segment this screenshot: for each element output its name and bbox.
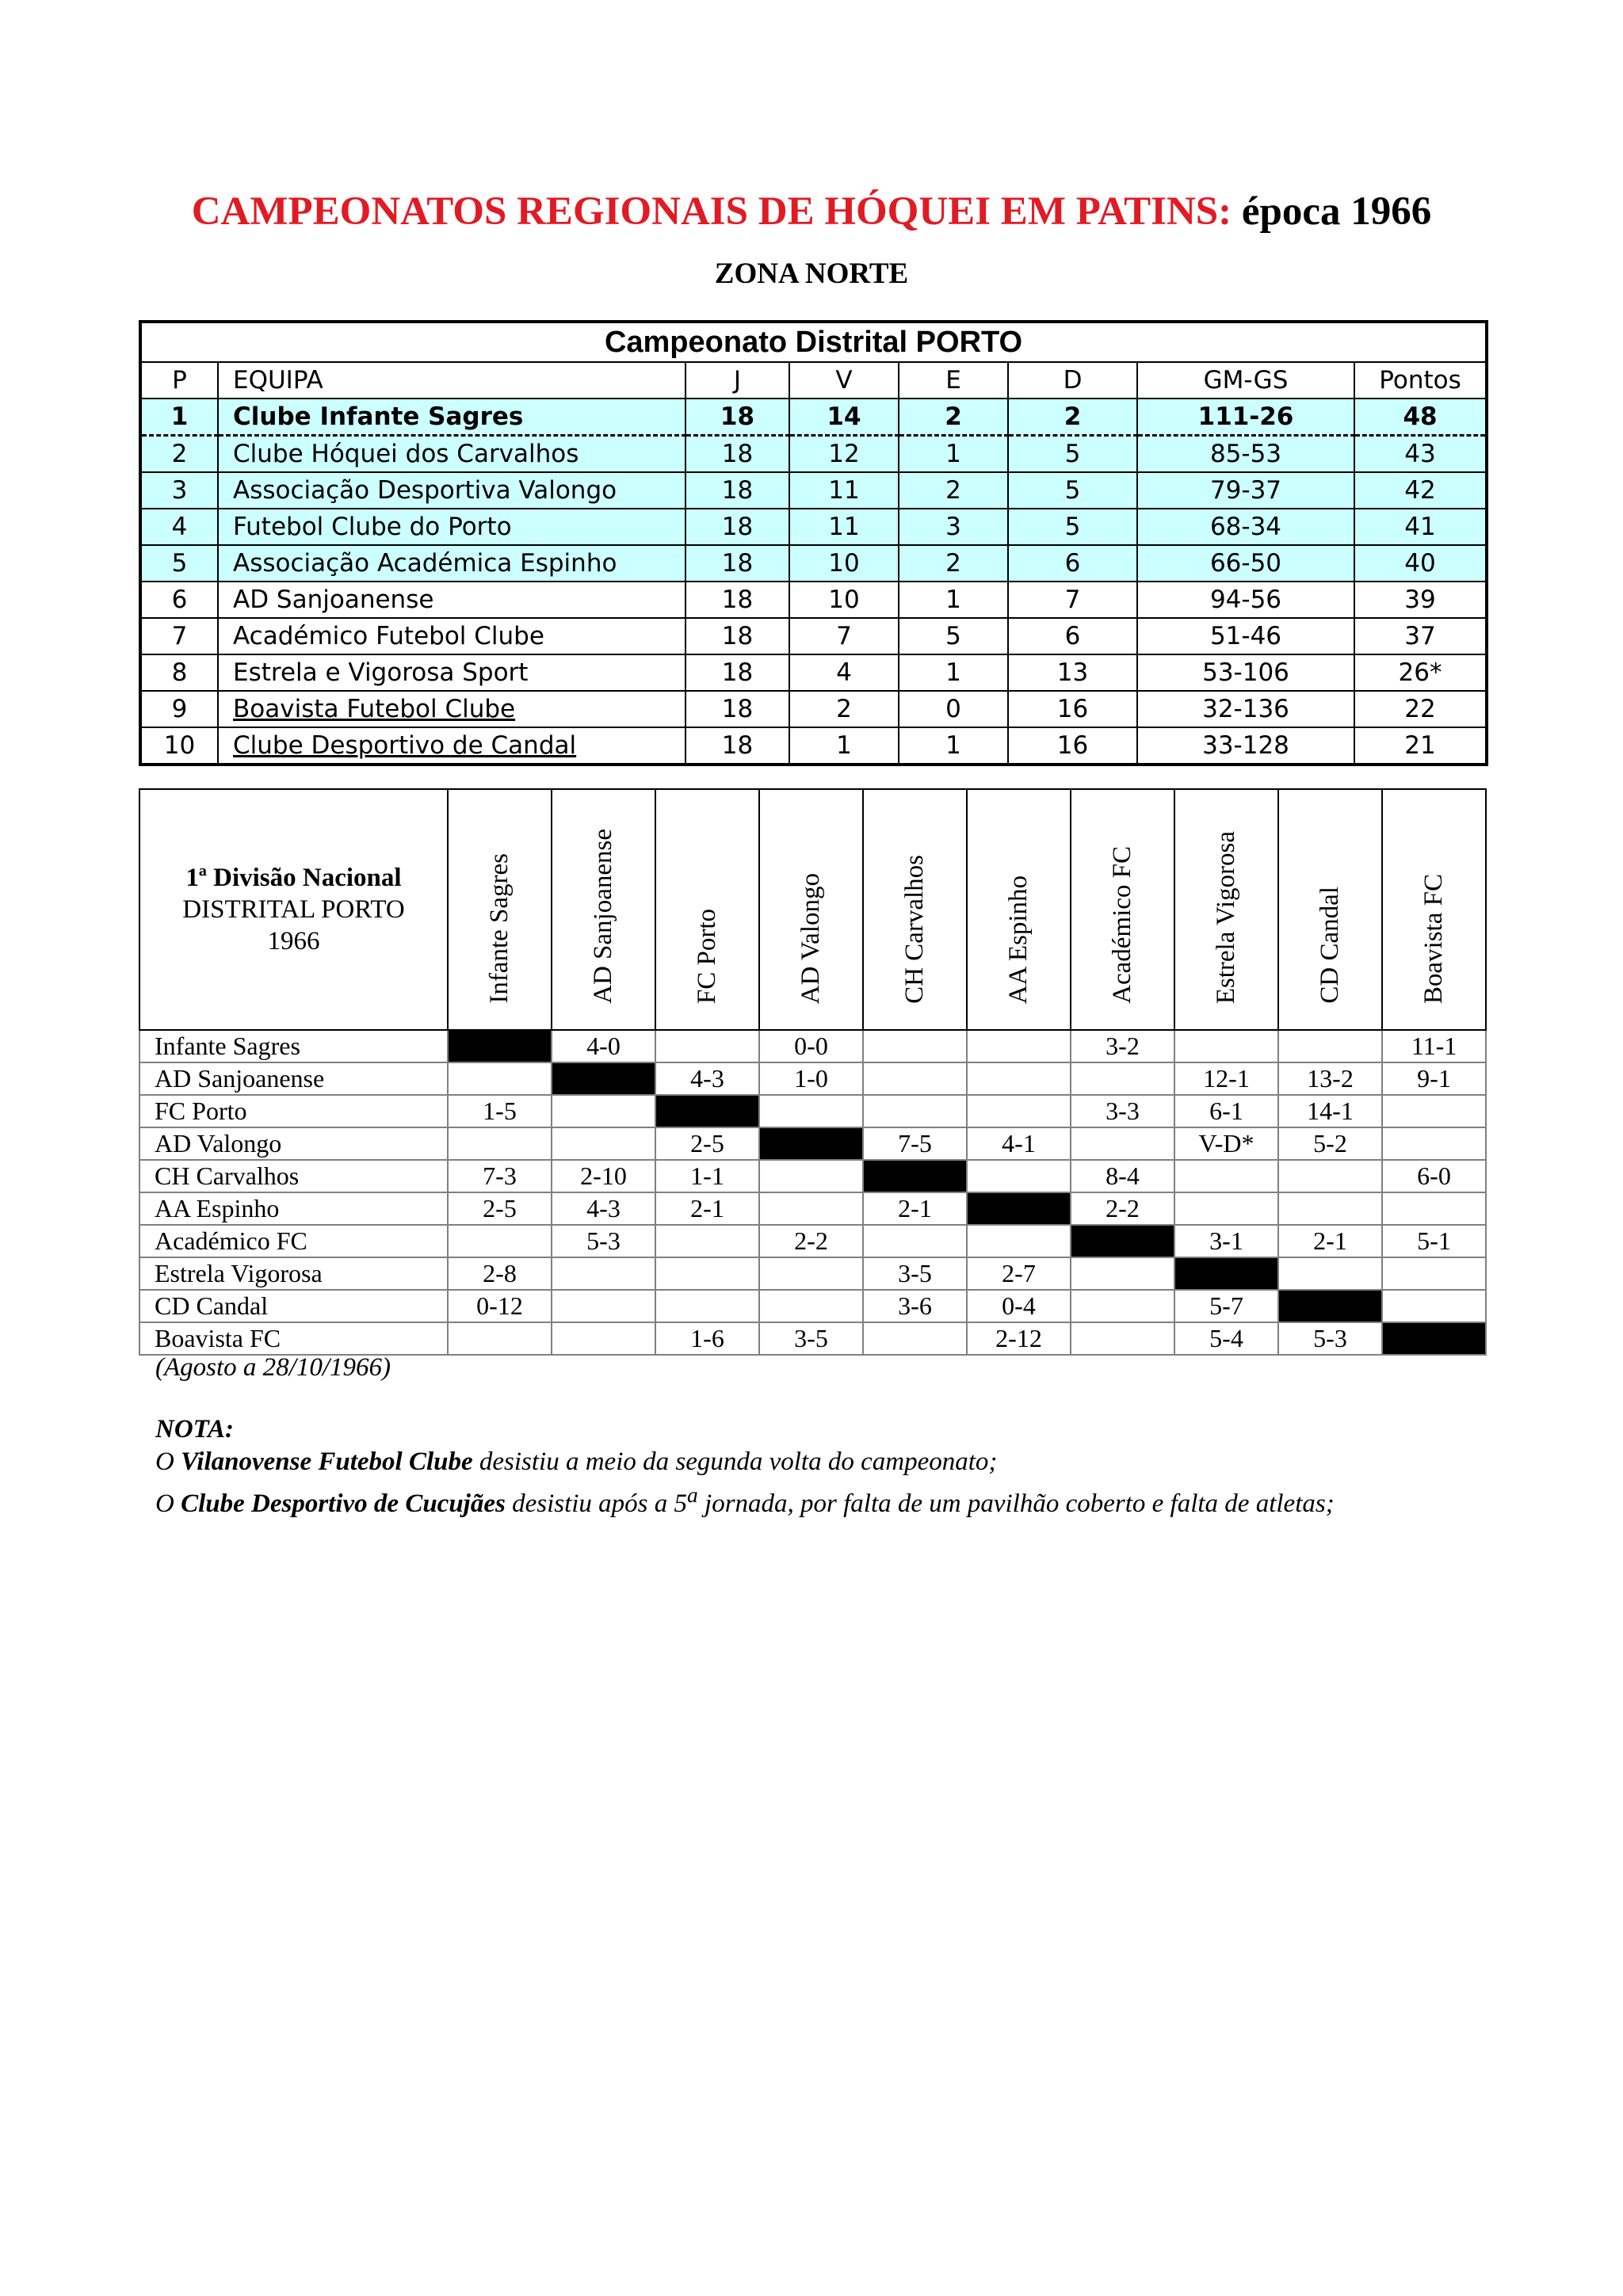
cell: 51-46 xyxy=(1137,618,1354,654)
corner-line1: 1ª Divisão Nacional xyxy=(185,864,402,892)
matrix-row xyxy=(139,1127,1486,1160)
results-matrix xyxy=(139,788,1487,1356)
cell: 94-56 xyxy=(1137,582,1354,618)
cell: Associação Académica Espinho xyxy=(218,545,685,582)
matrix-score-cell xyxy=(1174,1160,1278,1192)
cell: 2 xyxy=(1008,399,1137,436)
matrix-score-cell: 3-5 xyxy=(863,1257,967,1290)
matrix-col-label: AD Valongo xyxy=(796,872,825,1004)
standings-table xyxy=(139,320,1488,766)
cell: 5 xyxy=(1008,472,1137,509)
cell: 79-37 xyxy=(1137,472,1354,509)
matrix-score-cell: 11-1 xyxy=(1382,1030,1486,1062)
cell: 1 xyxy=(899,436,1008,473)
matrix-score-cell: 3-3 xyxy=(1071,1095,1174,1127)
cell: 14 xyxy=(789,399,899,436)
table-row xyxy=(140,618,1487,654)
cell: 7 xyxy=(140,618,218,654)
matrix-col-header xyxy=(552,789,655,1030)
nota-club: Clube Desportivo de Cucujães xyxy=(181,1489,506,1518)
col-header: E xyxy=(899,362,1008,399)
cell: 5 xyxy=(899,618,1008,654)
cell: Estrela e Vigorosa Sport xyxy=(218,654,685,691)
col-header: P xyxy=(140,362,218,399)
cell: 41 xyxy=(1354,509,1487,545)
matrix-row xyxy=(139,1030,1486,1062)
matrix-score-cell: 14-1 xyxy=(1278,1095,1382,1127)
cell: 18 xyxy=(685,472,789,509)
matrix-row-team: AD Valongo xyxy=(139,1127,448,1160)
cell: 1 xyxy=(789,727,899,765)
page-subtitle: ZONA NORTE xyxy=(714,257,909,290)
matrix-score-cell xyxy=(759,1192,863,1225)
matrix-score-cell: 3-6 xyxy=(863,1290,967,1322)
matrix-score-cell xyxy=(967,1095,1071,1127)
matrix-score-cell xyxy=(1382,1095,1486,1127)
matrix-score-cell: 5-1 xyxy=(1382,1225,1486,1257)
matrix-col-header xyxy=(967,789,1071,1030)
cell: 42 xyxy=(1354,472,1487,509)
matrix-row xyxy=(139,1257,1486,1290)
matrix-score-cell xyxy=(655,1290,759,1322)
cell: 18 xyxy=(685,509,789,545)
title-black: época 1966 xyxy=(1232,189,1432,234)
matrix-score-cell: 1-0 xyxy=(759,1062,863,1095)
matrix-score-cell: 2-1 xyxy=(863,1192,967,1225)
matrix-score-cell: 8-4 xyxy=(1071,1160,1174,1192)
nota-text: desistiu a meio da segunda volta do campeonato; xyxy=(472,1447,998,1476)
matrix-score-cell xyxy=(863,1322,967,1355)
matrix-score-cell xyxy=(1071,1322,1174,1355)
matrix-score-cell xyxy=(1071,1290,1174,1322)
cell: 6 xyxy=(1008,618,1137,654)
cell xyxy=(218,691,685,727)
matrix-score-cell xyxy=(552,1257,655,1290)
matrix-col-header xyxy=(1071,789,1174,1030)
matrix-score-cell: 6-0 xyxy=(1382,1160,1486,1192)
matrix-score-cell: 2-2 xyxy=(759,1225,863,1257)
cell: 4 xyxy=(789,654,899,691)
matrix-row-team: CH Carvalhos xyxy=(139,1160,448,1192)
matrix-col-header xyxy=(863,789,967,1030)
cell: 5 xyxy=(1008,509,1137,545)
matrix-col-label: Académico FC xyxy=(1108,846,1136,1004)
matrix-row-team: Académico FC xyxy=(139,1225,448,1257)
cell: 18 xyxy=(685,582,789,618)
matrix-score-cell: 5-2 xyxy=(1278,1127,1382,1160)
matrix-score-cell: 1-1 xyxy=(655,1160,759,1192)
cell: 7 xyxy=(789,618,899,654)
matrix-score-cell: 2-7 xyxy=(967,1257,1071,1290)
col-header: J xyxy=(685,362,789,399)
table-row xyxy=(140,691,1487,727)
cell: Futebol Clube do Porto xyxy=(218,509,685,545)
table-row xyxy=(140,472,1487,509)
cell: 9 xyxy=(140,691,218,727)
table-row xyxy=(140,436,1487,473)
cell: 66-50 xyxy=(1137,545,1354,582)
matrix-row-team: FC Porto xyxy=(139,1095,448,1127)
matrix-row-team: Boavista FC xyxy=(139,1322,448,1355)
table-row xyxy=(140,727,1487,765)
cell: 37 xyxy=(1354,618,1487,654)
cell: 53-106 xyxy=(1137,654,1354,691)
matrix-score-cell: 7-5 xyxy=(863,1127,967,1160)
matrix-col-label: FC Porto xyxy=(693,908,721,1004)
cell: 10 xyxy=(140,727,218,765)
matrix-score-cell: 9-1 xyxy=(1382,1062,1486,1095)
nota-block xyxy=(155,1413,1335,1520)
matrix-score-cell: 3-5 xyxy=(759,1322,863,1355)
cell: Clube Hóquei dos Carvalhos xyxy=(218,436,685,473)
cell: 18 xyxy=(685,399,789,436)
matrix-score-cell xyxy=(1071,1062,1174,1095)
table-row xyxy=(140,545,1487,582)
cell: 18 xyxy=(685,618,789,654)
cell: 85-53 xyxy=(1137,436,1354,473)
matrix-row xyxy=(139,1290,1486,1322)
matrix-score-cell xyxy=(1278,1030,1382,1062)
nota-club: Vilanovense Futebol Clube xyxy=(181,1447,473,1476)
cell: 10 xyxy=(789,545,899,582)
matrix-score-cell xyxy=(1382,1192,1486,1225)
cell: 7 xyxy=(1008,582,1137,618)
nota-heading-text: NOTA: xyxy=(155,1415,234,1444)
period-note: (Agosto a 28/10/1966) xyxy=(155,1353,391,1382)
table-row xyxy=(140,509,1487,545)
cell: 48 xyxy=(1354,399,1487,436)
cell: 11 xyxy=(789,509,899,545)
matrix-score-cell xyxy=(1382,1127,1486,1160)
matrix-score-cell xyxy=(759,1290,863,1322)
cell: 0 xyxy=(899,691,1008,727)
matrix-score-cell xyxy=(1278,1192,1382,1225)
cell: 22 xyxy=(1354,691,1487,727)
matrix-score-cell xyxy=(863,1225,967,1257)
matrix-score-cell: 3-2 xyxy=(1071,1030,1174,1062)
matrix-score-cell: 1-5 xyxy=(448,1095,552,1127)
matrix-score-cell: V-D* xyxy=(1174,1127,1278,1160)
nota-text: O xyxy=(155,1489,181,1518)
matrix-score-cell xyxy=(1174,1192,1278,1225)
matrix-row xyxy=(139,1225,1486,1257)
cell: 18 xyxy=(685,436,789,473)
matrix-score-cell: 13-2 xyxy=(1278,1062,1382,1095)
cell: 16 xyxy=(1008,691,1137,727)
cell: 2 xyxy=(899,545,1008,582)
cell: 32-136 xyxy=(1137,691,1354,727)
corner-line3: 1966 xyxy=(267,927,320,955)
matrix-score-cell xyxy=(863,1095,967,1127)
matrix-score-cell xyxy=(967,1030,1071,1062)
matrix-score-cell xyxy=(552,1095,655,1127)
matrix-score-cell: 3-1 xyxy=(1174,1225,1278,1257)
matrix-row xyxy=(139,1095,1486,1127)
nota-heading xyxy=(155,1413,1335,1446)
page-title xyxy=(0,189,1623,235)
cell: 8 xyxy=(140,654,218,691)
cell: 39 xyxy=(1354,582,1487,618)
matrix-score-cell xyxy=(863,1030,967,1062)
cell: 16 xyxy=(1008,727,1137,765)
nota-text: desistiu após a 5 xyxy=(505,1489,688,1518)
cell: 43 xyxy=(1354,436,1487,473)
cell: 10 xyxy=(789,582,899,618)
matrix-score-cell xyxy=(1071,1127,1174,1160)
matrix-col-label: CD Candal xyxy=(1316,887,1344,1004)
matrix-score-cell: 4-3 xyxy=(552,1192,655,1225)
matrix-score-cell: 1-6 xyxy=(655,1322,759,1355)
matrix-score-cell xyxy=(1278,1160,1382,1192)
matrix-score-cell xyxy=(1278,1257,1382,1290)
matrix-score-cell: 5-4 xyxy=(1174,1322,1278,1355)
matrix-score-cell: 0-0 xyxy=(759,1030,863,1062)
matrix-score-cell: 2-10 xyxy=(552,1160,655,1192)
cell: 2 xyxy=(899,472,1008,509)
cell: 68-34 xyxy=(1137,509,1354,545)
matrix-col-header xyxy=(1382,789,1486,1030)
nota-text: jornada, por falta de um pavilhão coberto e falta de atletas; xyxy=(697,1489,1335,1518)
matrix-col-header xyxy=(655,789,759,1030)
table-row xyxy=(140,399,1487,436)
cell: 18 xyxy=(685,691,789,727)
col-header: D xyxy=(1008,362,1137,399)
matrix-diagonal-cell xyxy=(863,1160,967,1192)
team-link[interactable]: Clube Desportivo de Candal xyxy=(233,731,577,760)
cell: 11 xyxy=(789,472,899,509)
matrix-score-cell: 0-4 xyxy=(967,1290,1071,1322)
matrix-score-cell: 6-1 xyxy=(1174,1095,1278,1127)
cell: 18 xyxy=(685,545,789,582)
matrix-score-cell xyxy=(1174,1030,1278,1062)
matrix-diagonal-cell xyxy=(448,1030,552,1062)
matrix-score-cell xyxy=(448,1062,552,1095)
cell: 26* xyxy=(1354,654,1487,691)
matrix-score-cell: 4-0 xyxy=(552,1030,655,1062)
matrix-score-cell: 12-1 xyxy=(1174,1062,1278,1095)
standings-caption: Campeonato Distrital PORTO xyxy=(140,322,1487,362)
matrix-diagonal-cell xyxy=(1278,1290,1382,1322)
cell: 18 xyxy=(685,654,789,691)
cell: 1 xyxy=(899,727,1008,765)
matrix-score-cell xyxy=(552,1322,655,1355)
matrix-diagonal-cell xyxy=(655,1095,759,1127)
matrix-score-cell xyxy=(1382,1290,1486,1322)
matrix-score-cell: 2-5 xyxy=(448,1192,552,1225)
matrix-col-header xyxy=(759,789,863,1030)
matrix-score-cell xyxy=(655,1257,759,1290)
cell: 1 xyxy=(899,654,1008,691)
matrix-row-team: Estrela Vigorosa xyxy=(139,1257,448,1290)
matrix-score-cell xyxy=(448,1127,552,1160)
col-header: V xyxy=(789,362,899,399)
matrix-score-cell: 2-1 xyxy=(1278,1225,1382,1257)
matrix-score-cell xyxy=(655,1225,759,1257)
matrix-score-cell: 4-3 xyxy=(655,1062,759,1095)
matrix-row-team: CD Candal xyxy=(139,1290,448,1322)
cell: 21 xyxy=(1354,727,1487,765)
matrix-col-label: CH Carvalhos xyxy=(900,855,929,1004)
col-header: EQUIPA xyxy=(218,362,685,399)
table-row xyxy=(140,582,1487,618)
cell: 2 xyxy=(140,436,218,473)
cell: 4 xyxy=(140,509,218,545)
cell: Clube Infante Sagres xyxy=(218,399,685,436)
matrix-score-cell xyxy=(967,1225,1071,1257)
nota-sup: a xyxy=(687,1482,698,1507)
matrix-score-cell xyxy=(448,1322,552,1355)
cell: Académico Futebol Clube xyxy=(218,618,685,654)
matrix-score-cell: 5-3 xyxy=(1278,1322,1382,1355)
table-row xyxy=(140,654,1487,691)
matrix-col-label: AD Sanjoanense xyxy=(589,829,617,1004)
matrix-diagonal-cell xyxy=(759,1127,863,1160)
matrix-col-header xyxy=(1174,789,1278,1030)
cell: Associação Desportiva Valongo xyxy=(218,472,685,509)
cell: 5 xyxy=(140,545,218,582)
matrix-score-cell xyxy=(759,1160,863,1192)
matrix-score-cell: 2-5 xyxy=(655,1127,759,1160)
cell: 2 xyxy=(899,399,1008,436)
cell: AD Sanjoanense xyxy=(218,582,685,618)
matrix-score-cell: 2-2 xyxy=(1071,1192,1174,1225)
matrix-diagonal-cell xyxy=(967,1192,1071,1225)
matrix-score-cell xyxy=(967,1062,1071,1095)
matrix-score-cell xyxy=(448,1225,552,1257)
matrix-col-header xyxy=(1278,789,1382,1030)
matrix-col-label: Boavista FC xyxy=(1419,873,1448,1004)
matrix-diagonal-cell xyxy=(1382,1322,1486,1355)
matrix-col-header xyxy=(448,789,552,1030)
matrix-score-cell: 2-1 xyxy=(655,1192,759,1225)
cell: 13 xyxy=(1008,654,1137,691)
cell: 5 xyxy=(1008,436,1137,473)
team-link[interactable]: Boavista Futebol Clube xyxy=(233,695,516,723)
cell: 12 xyxy=(789,436,899,473)
nota-line xyxy=(155,1446,1335,1478)
matrix-row xyxy=(139,1160,1486,1192)
cell xyxy=(218,727,685,765)
matrix-row-team: AA Espinho xyxy=(139,1192,448,1225)
matrix-score-cell: 7-3 xyxy=(448,1160,552,1192)
matrix-score-cell xyxy=(863,1062,967,1095)
matrix-diagonal-cell xyxy=(552,1062,655,1095)
matrix-score-cell xyxy=(552,1290,655,1322)
matrix-score-cell xyxy=(759,1257,863,1290)
matrix-diagonal-cell xyxy=(1174,1257,1278,1290)
matrix-score-cell: 5-3 xyxy=(552,1225,655,1257)
matrix-score-cell: 0-12 xyxy=(448,1290,552,1322)
matrix-score-cell xyxy=(759,1095,863,1127)
matrix-score-cell: 2-8 xyxy=(448,1257,552,1290)
matrix-col-label: AA Espinho xyxy=(1004,875,1033,1004)
matrix-score-cell xyxy=(967,1160,1071,1192)
cell: 6 xyxy=(140,582,218,618)
matrix-row xyxy=(139,1192,1486,1225)
matrix-diagonal-cell xyxy=(1071,1225,1174,1257)
matrix-row xyxy=(139,1062,1486,1095)
matrix-row-team: Infante Sagres xyxy=(139,1030,448,1062)
matrix-score-cell: 5-7 xyxy=(1174,1290,1278,1322)
matrix-header-row xyxy=(139,789,1486,1030)
title-red: CAMPEONATOS REGIONAIS DE HÓQUEI EM PATINS: xyxy=(191,189,1232,234)
cell: 2 xyxy=(789,691,899,727)
matrix-row xyxy=(139,1322,1486,1355)
col-header: GM-GS xyxy=(1137,362,1354,399)
matrix-score-cell: 4-1 xyxy=(967,1127,1071,1160)
cell: 3 xyxy=(899,509,1008,545)
matrix-score-cell xyxy=(552,1127,655,1160)
cell: 111-26 xyxy=(1137,399,1354,436)
matrix-corner xyxy=(139,789,448,1030)
matrix-score-cell: 2-12 xyxy=(967,1322,1071,1355)
cell: 18 xyxy=(685,727,789,765)
cell: 1 xyxy=(140,399,218,436)
col-header: Pontos xyxy=(1354,362,1487,399)
corner-line2: DISTRITAL PORTO xyxy=(182,895,405,924)
matrix-col-label: Estrela Vigorosa xyxy=(1212,830,1240,1004)
nota-line xyxy=(155,1478,1335,1520)
cell: 40 xyxy=(1354,545,1487,582)
nota-text: O xyxy=(155,1447,181,1476)
cell: 3 xyxy=(140,472,218,509)
cell: 33-128 xyxy=(1137,727,1354,765)
matrix-col-label: Infante Sagres xyxy=(485,853,514,1004)
matrix-row-team: AD Sanjoanense xyxy=(139,1062,448,1095)
matrix-score-cell xyxy=(655,1030,759,1062)
cell: 6 xyxy=(1008,545,1137,582)
cell: 1 xyxy=(899,582,1008,618)
standings-header-row xyxy=(140,362,1487,399)
matrix-score-cell xyxy=(1071,1257,1174,1290)
matrix-score-cell xyxy=(1382,1257,1486,1290)
